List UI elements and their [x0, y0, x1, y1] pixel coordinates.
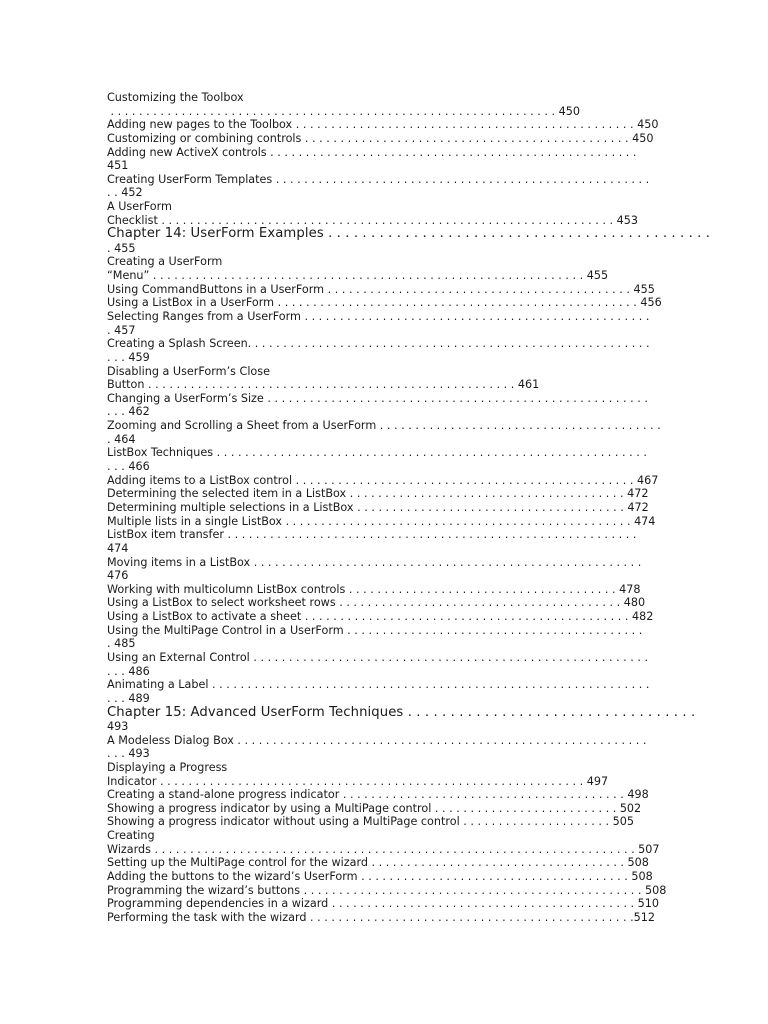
toc-line: Customizing or combining controls . . . . . . . . . . . . . . . . . . . . . . . . . . . . . . . . . . . . . . . . . . . . . . 450 — [107, 131, 654, 145]
toc-line: A Modeless Dialog Box . . . . . . . . . . . . . . . . . . . . . . . . . . . . . . . . . . . . . . . . . . . . . . . . . . . . . . . . . . — [107, 733, 647, 747]
table-of-contents — [107, 91, 711, 925]
toc-line: Performing the task with the wizard . . . . . . . . . . . . . . . . . . . . . . . . . . . . . . . . . . . . . . . . . . . . . .512 — [107, 910, 656, 924]
toc-line: Customizing the Toolbox — [107, 91, 244, 104]
toc-line: . . . 462 — [107, 405, 150, 419]
toc-line: . 455 — [107, 241, 136, 255]
toc-line: Using a ListBox to activate a sheet . . . . . . . . . . . . . . . . . . . . . . . . . . . . . . . . . . . . . . . . . . . . . . 482 — [107, 610, 654, 624]
toc-line: . 485 — [107, 637, 136, 651]
toc-line: Setting up the MultiPage control for the wizard . . . . . . . . . . . . . . . . . . . . . . . . . . . . . . . . . . . . 508 — [107, 856, 649, 870]
toc-line: ListBox item transfer . . . . . . . . . . . . . . . . . . . . . . . . . . . . . . . . . . . . . . . . . . . . . . . . . . . . . . . . . . — [107, 528, 637, 542]
toc-line: Programming the wizard’s buttons . . . . . . . . . . . . . . . . . . . . . . . . . . . . . . . . . . . . . . . . . . . . . . . . 508 — [107, 883, 667, 897]
toc-line: Button . . . . . . . . . . . . . . . . . . . . . . . . . . . . . . . . . . . . . . . . . . . . . . . . . . . . 461 — [107, 378, 540, 392]
toc-line: . . . 459 — [107, 350, 150, 364]
toc-line: 451 — [107, 159, 129, 173]
toc-line: 493 — [107, 719, 129, 733]
toc-line: Disabling a UserForm’s Close — [107, 364, 270, 378]
toc-line: Wizards . . . . . . . . . . . . . . . . . . . . . . . . . . . . . . . . . . . . . . . . . . . . . . . . . . . . . . . . . . . . . . . . . . . . 507 — [107, 842, 660, 856]
toc-line: Creating a stand-alone progress indicator . . . . . . . . . . . . . . . . . . . . . . . . . . . . . . . . . . . . . . . . 498 — [107, 788, 649, 802]
toc-line: Indicator . . . . . . . . . . . . . . . . . . . . . . . . . . . . . . . . . . . . . . . . . . . . . . . . . . . . . . . . . . . . 497 — [107, 774, 609, 788]
toc-line: 476 — [107, 569, 129, 583]
toc-line: Adding items to a ListBox control . . . . . . . . . . . . . . . . . . . . . . . . . . . . . . . . . . . . . . . . . . . . . . . . 467 — [107, 473, 659, 487]
toc-line: Showing a progress indicator without using a MultiPage control . . . . . . . . . . . . . . . . . . . . . 505 — [107, 815, 634, 829]
toc-line: Using a ListBox in a UserForm . . . . . . . . . . . . . . . . . . . . . . . . . . . . . . . . . . . . . . . . . . . . . . . . . . . 456 — [107, 296, 662, 310]
toc-line: Programming dependencies in a wizard . . . . . . . . . . . . . . . . . . . . . . . . . . . . . . . . . . . . . . . . . . . 510 — [107, 897, 660, 911]
toc-line: Selecting Ranges from a UserForm . . . . . . . . . . . . . . . . . . . . . . . . . . . . . . . . . . . . . . . . . . . . . . . . . — [107, 310, 650, 323]
toc-line: Determining the selected item in a ListBox . . . . . . . . . . . . . . . . . . . . . . . . . . . . . . . . . . . . . . . 472 — [107, 487, 649, 501]
chapter-heading-line: Chapter 15: Advanced UserForm Techniques . . . . . . . . . . . . . . . . . . . . . . . . . . . . . . . . . . — [107, 704, 696, 720]
chapter-heading-line: Chapter 14: UserForm Examples . . . . . . . . . . . . . . . . . . . . . . . . . . . . . . . . . . . . . . . . . . . . . — [107, 226, 711, 242]
toc-line: A UserForm — [107, 200, 172, 214]
toc-line: Creating UserForm Templates . . . . . . . . . . . . . . . . . . . . . . . . . . . . . . . . . . . . . . . . . . . . . . . . . . . . . — [107, 172, 650, 186]
toc-line: Adding new pages to the Toolbox . . . . . . . . . . . . . . . . . . . . . . . . . . . . . . . . . . . . . . . . . . . . . . . . 450 — [107, 118, 659, 132]
toc-line: Creating a Splash Screen. . . . . . . . . . . . . . . . . . . . . . . . . . . . . . . . . . . . . . . . . . . . . . . . . . . . . . . . . — [107, 337, 650, 351]
toc-line: Animating a Label . . . . . . . . . . . . . . . . . . . . . . . . . . . . . . . . . . . . . . . . . . . . . . . . . . . . . . . . . . . . . . — [107, 678, 650, 692]
toc-line: Working with multicolumn ListBox controls . . . . . . . . . . . . . . . . . . . . . . . . . . . . . . . . . . . . . . 478 — [107, 582, 641, 596]
toc-line: Using the MultiPage Control in a UserForm . . . . . . . . . . . . . . . . . . . . . . . . . . . . . . . . . . . . . . . . . . — [107, 623, 643, 637]
toc-line: . . . . . . . . . . . . . . . . . . . . . . . . . . . . . . . . . . . . . . . . . . . . . . . . . . . . . . . . . . . . . . . 450 — [107, 104, 580, 118]
toc-line: Changing a UserForm’s Size . . . . . . . . . . . . . . . . . . . . . . . . . . . . . . . . . . . . . . . . . . . . . . . . . . . . . . — [107, 391, 648, 405]
toc-line: Creating a UserForm — [107, 255, 223, 269]
toc-line: . 464 — [107, 432, 136, 446]
toc-line: Determining multiple selections in a ListBox . . . . . . . . . . . . . . . . . . . . . . . . . . . . . . . . . . . . . . 472 — [107, 500, 649, 514]
toc-line: Moving items in a ListBox . . . . . . . . . . . . . . . . . . . . . . . . . . . . . . . . . . . . . . . . . . . . . . . . . . . . . . . — [107, 555, 642, 569]
toc-line: Showing a progress indicator by using a MultiPage control . . . . . . . . . . . . . . . . . . . . . . . . . . 502 — [107, 801, 642, 815]
toc-line: . . . 489 — [107, 691, 150, 705]
toc-line: . . . 486 — [107, 664, 150, 678]
toc-line: . . . 493 — [107, 747, 150, 761]
toc-line: Multiple lists in a single ListBox . . . . . . . . . . . . . . . . . . . . . . . . . . . . . . . . . . . . . . . . . . . . . . . . . 474 — [107, 514, 656, 528]
toc-line: Adding the buttons to the wizard’s UserForm . . . . . . . . . . . . . . . . . . . . . . . . . . . . . . . . . . . . . . 508 — [107, 870, 653, 884]
toc-line: . 457 — [107, 323, 136, 337]
toc-line: ListBox Techniques . . . . . . . . . . . . . . . . . . . . . . . . . . . . . . . . . . . . . . . . . . . . . . . . . . . . . . . . . . . . . — [107, 446, 647, 460]
toc-line: . . 452 — [107, 186, 143, 200]
toc-line: Displaying a Progress — [107, 760, 228, 774]
toc-line: Using CommandButtons in a UserForm . . . . . . . . . . . . . . . . . . . . . . . . . . . . . . . . . . . . . . . . . . . 455 — [107, 282, 655, 296]
toc-line: “Menu” . . . . . . . . . . . . . . . . . . . . . . . . . . . . . . . . . . . . . . . . . . . . . . . . . . . . . . . . . . . . . 455 — [107, 269, 609, 283]
toc-line: Checklist . . . . . . . . . . . . . . . . . . . . . . . . . . . . . . . . . . . . . . . . . . . . . . . . . . . . . . . . . . . . . . . . 453 — [107, 213, 638, 227]
toc-line: Creating — [107, 829, 155, 843]
toc-line: Adding new ActiveX controls . . . . . . . . . . . . . . . . . . . . . . . . . . . . . . . . . . . . . . . . . . . . . . . . . . . . — [107, 145, 637, 159]
toc-line: Using a ListBox to select worksheet rows . . . . . . . . . . . . . . . . . . . . . . . . . . . . . . . . . . . . . . . . 480 — [107, 596, 646, 610]
toc-line: Zooming and Scrolling a Sheet from a UserForm . . . . . . . . . . . . . . . . . . . . . . . . . . . . . . . . . . . . . . . . — [107, 419, 661, 433]
toc-line: Using an External Control . . . . . . . . . . . . . . . . . . . . . . . . . . . . . . . . . . . . . . . . . . . . . . . . . . . . . . . . — [107, 651, 649, 665]
toc-line: . . . 466 — [107, 460, 150, 474]
toc-line: 474 — [107, 541, 129, 555]
